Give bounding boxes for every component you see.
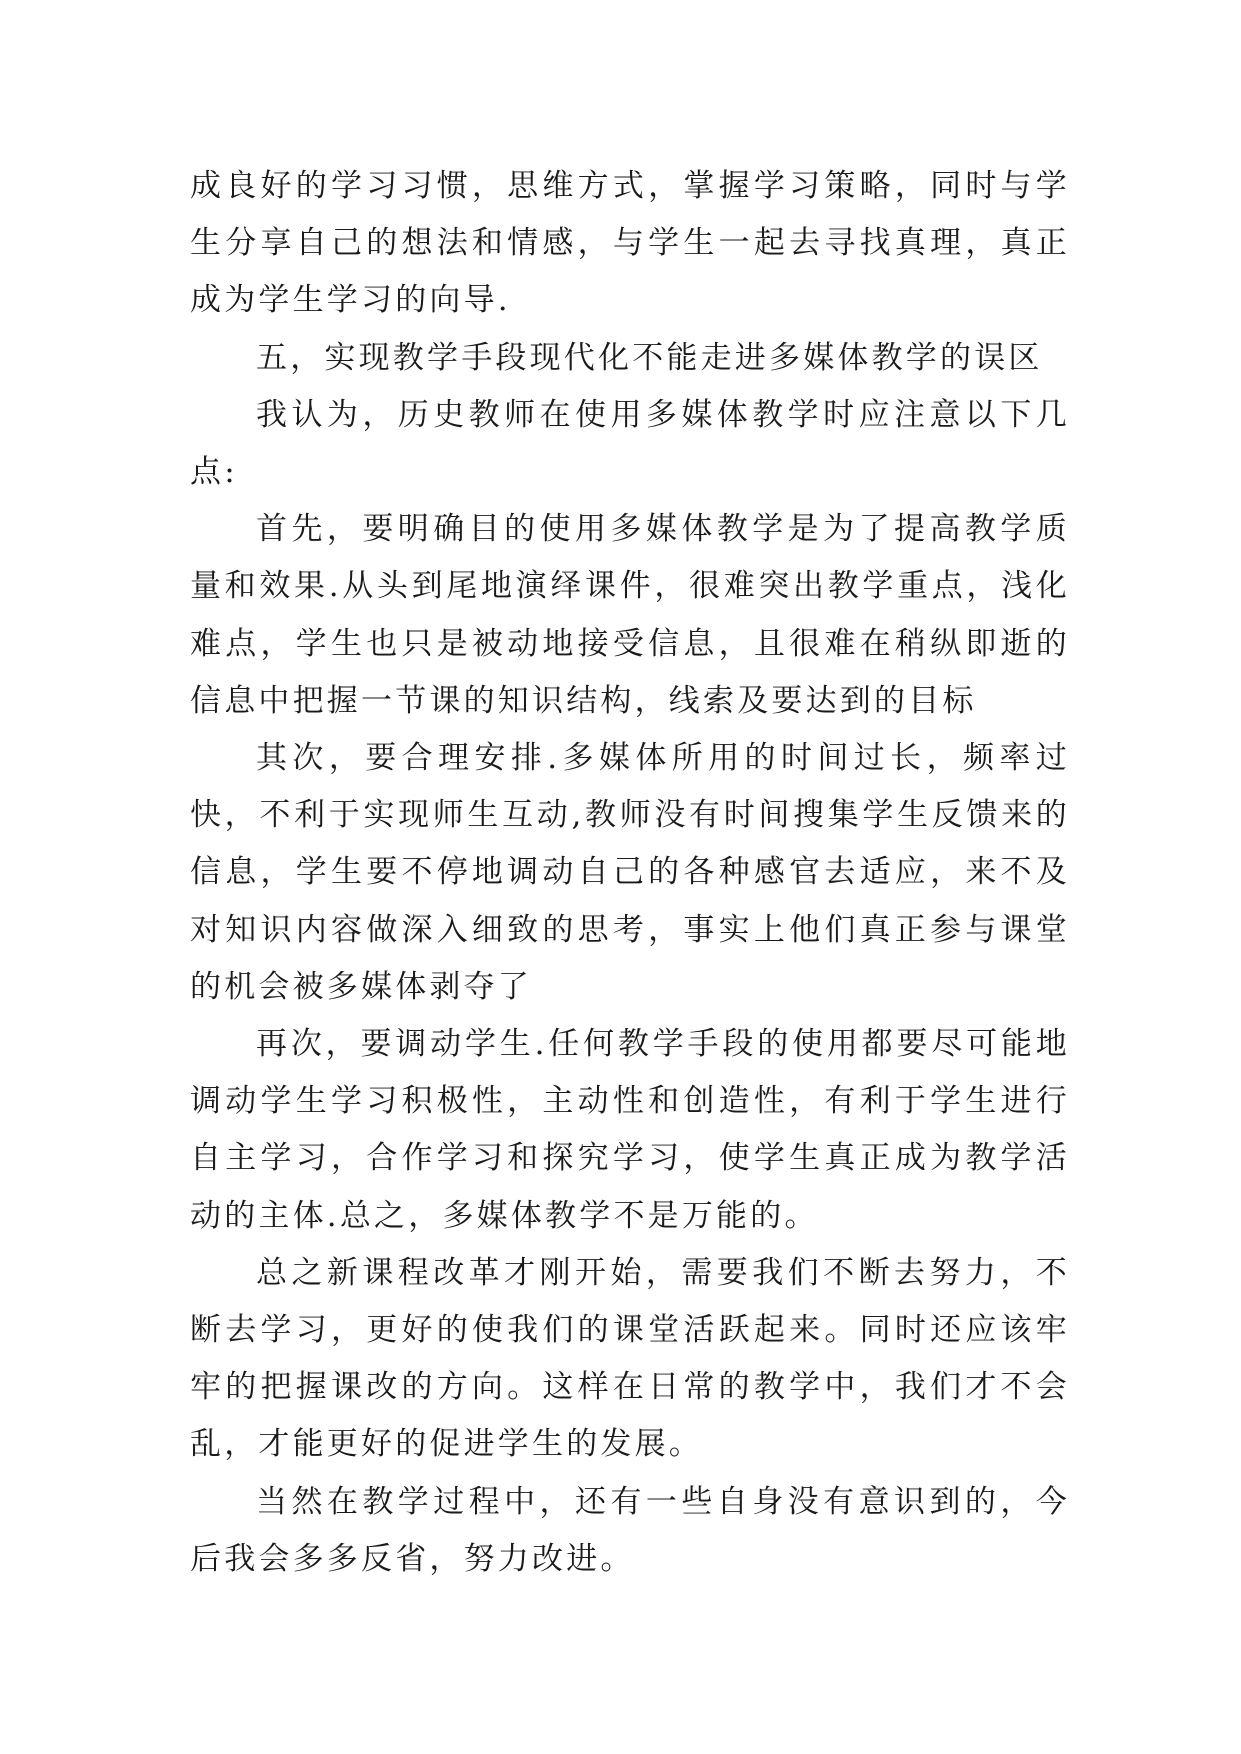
paragraph-continuation: 成良好的学习习惯，思维方式，掌握学习策略，同时与学生分享自己的想法和情感，与学生一起去寻找真理，真正成为学生学习的向导. [190,168,1070,319]
paragraph-conclusion: 总之新课程改革才刚开始，需要我们不断去努力，不断去学习，更好的使我们的课堂活跃起来。同时还应该牢牢的把握课改的方向。这样在日常的教学中，我们才不会乱，才能更好的促进学生的发展。 [190,1254,1070,1463]
paragraph-intro: 我认为，历史教师在使用多媒体教学时应注意以下几点: [190,396,1070,491]
paragraph-first: 首先，要明确目的使用多媒体教学是为了提高教学质量和效果.从头到尾地演绎课件，很难突出教学重点，浅化难点，学生也只是被动地接受信息，且很难在稍纵即逝的信息中把握一节课的知识结构，线索及要达到的目标 [190,511,1070,719]
document-body [190,158,1070,1588]
section-heading-five: 五，实现教学手段现代化不能走进多媒体教学的误区 [256,339,1043,376]
paragraph-third: 再次，要调动学生.任何教学手段的使用都要尽可能地调动学生学习积极性，主动性和创造性，有利于学生进行自主学习，合作学习和探究学习，使学生真正成为教学活动的主体.总之，多媒体教学不是万能的。 [190,1026,1070,1234]
paragraph-second: 其次，要合理安排.多媒体所用的时间过长，频率过快，不利于实现师生互动,教师没有时间搜集学生反馈来的信息，学生要不停地调动自己的各种感官去适应，来不及对知识内容做深入细致的思考，事实上他们真正参与课堂的机会被多媒体剥夺了 [190,740,1070,1005]
paragraph-closing: 当然在教学过程中，还有一些自身没有意识到的，今后我会多多反省，努力改进。 [190,1483,1070,1577]
